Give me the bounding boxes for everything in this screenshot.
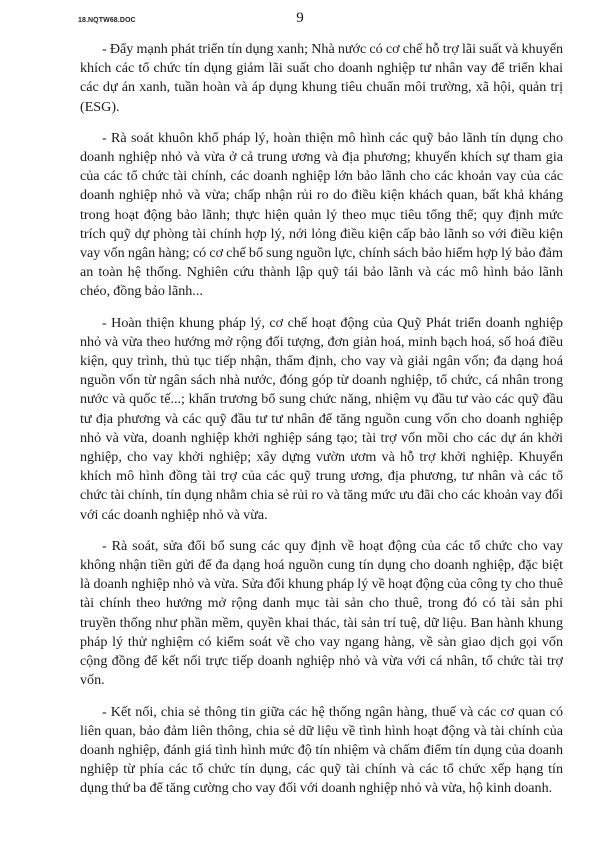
page-number: 9 [296, 10, 304, 26]
document-body [80, 40, 563, 811]
file-label: 18.NQTW68.DOC [78, 17, 136, 24]
paragraph-non-deposit-lenders: - Rà soát, sửa đổi bổ sung các quy định về hoạt động của các tổ chức cho vay không nhận tiền gửi để đa dạng hoá nguồn cung tín dụng cho doanh nghiệp, đặc biệt là doanh nghiệp nhỏ và vừa. Sửa đổi khung pháp lý về hoạt động của công ty cho thuê tài chính theo hướng mở rộng danh mục tài sản cho thuê, trong đó có tài sản phi truyền thống như phần mềm, quyền khai thác, tài sản trí tuệ, dữ liệu. Ban hành khung pháp lý thử nghiệm có kiểm soát về cho vay ngang hàng, về sàn giao dịch gọi vốn cộng đồng để kết nối trực tiếp doanh nghiệp nhỏ và vừa với cá nhân, tổ chức tài trợ vốn. [80, 537, 563, 689]
paragraph-green-credit: - Đẩy mạnh phát triển tín dụng xanh; Nhà nước có cơ chế hỗ trợ lãi suất và khuyến khích các tổ chức tín dụng giảm lãi suất cho doanh nghiệp tư nhân vay để triển khai các dự án xanh, tuần hoàn và áp dụng khung tiêu chuẩn môi trường, xã hội, quản trị (ESG). [80, 41, 563, 115]
paragraph-information-sharing: - Kết nối, chia sẻ thông tin giữa các hệ thống ngân hàng, thuế và các cơ quan có liên quan, bảo đảm liên thông, chia sẻ dữ liệu về tình hình hoạt động và tài chính của doanh nghiệp, đánh giá tình hình mức độ tín nhiệm và chấm điểm tín dụng của doanh nghiệp từ phía các tổ chức tín dụng, các quỹ tài chính và các tổ chức xếp hạng tín dụng thứ ba để tăng cường cho vay đối với doanh nghiệp nhỏ và vừa, hộ kinh doanh. [80, 703, 563, 797]
paragraph-sme-development-fund: - Hoàn thiện khung pháp lý, cơ chế hoạt động của Quỹ Phát triển doanh nghiệp nhỏ và vừa theo hướng mở rộng đối tượng, đơn giản hoá, minh bạch hoá, số hoá điều kiện, quy trình, thủ tục tiếp nhận, thẩm định, cho vay và giải ngân vốn; đa dạng hoá nguồn vốn từ ngân sách nhà nước, đóng góp từ doanh nghiệp, tổ chức, cá nhân trong nước và quốc tế...; khẩn trương bổ sung chức năng, nhiệm vụ đầu tư vào các quỹ đầu tư địa phương và các quỹ đầu tư tư nhân để tăng nguồn cung vốn cho doanh nghiệp nhỏ và vừa, doanh nghiệp khởi nghiệp sáng tạo; tài trợ vốn mồi cho các dự án khởi nghiệp, cho vay khởi nghiệp; xây dựng vườn ươm và hỗ trợ khởi nghiệp. Khuyến khích mô hình đồng tài trợ của các quỹ trung ương, địa phương, tư nhân và các tổ chức tài chính, tín dụng nhằm chia sẻ rủi ro và tăng mức ưu đãi cho các khoản vay đối với các doanh nghiệp nhỏ và vừa. [80, 314, 563, 523]
paragraph-credit-guarantee-funds: - Rà soát khuôn khổ pháp lý, hoàn thiện mô hình các quỹ bảo lãnh tín dụng cho doanh nghiệp nhỏ và vừa ở cả trung ương và địa phương; khuyến khích sự tham gia của các tổ chức tài chính, các doanh nghiệp lớn bảo lãnh cho các khoản vay của các doanh nghiệp nhỏ và vừa; chấp nhận rủi ro do điều kiện khách quan, bất khả kháng trong hoạt động bảo lãnh; thực hiện quản lý theo mục tiêu tổng thể; quy định mức trích quỹ dự phòng tài chính hợp lý, nới lỏng điều kiện cấp bảo lãnh so với điều kiện vay vốn ngân hàng; có cơ chế bổ sung nguồn lực, chính sách bảo hiểm hợp lý bảo đảm an toàn hệ thống. Nghiên cứu thành lập quỹ tái bảo lãnh và các mô hình bảo lãnh chéo, đồng bảo lãnh... [80, 129, 563, 300]
